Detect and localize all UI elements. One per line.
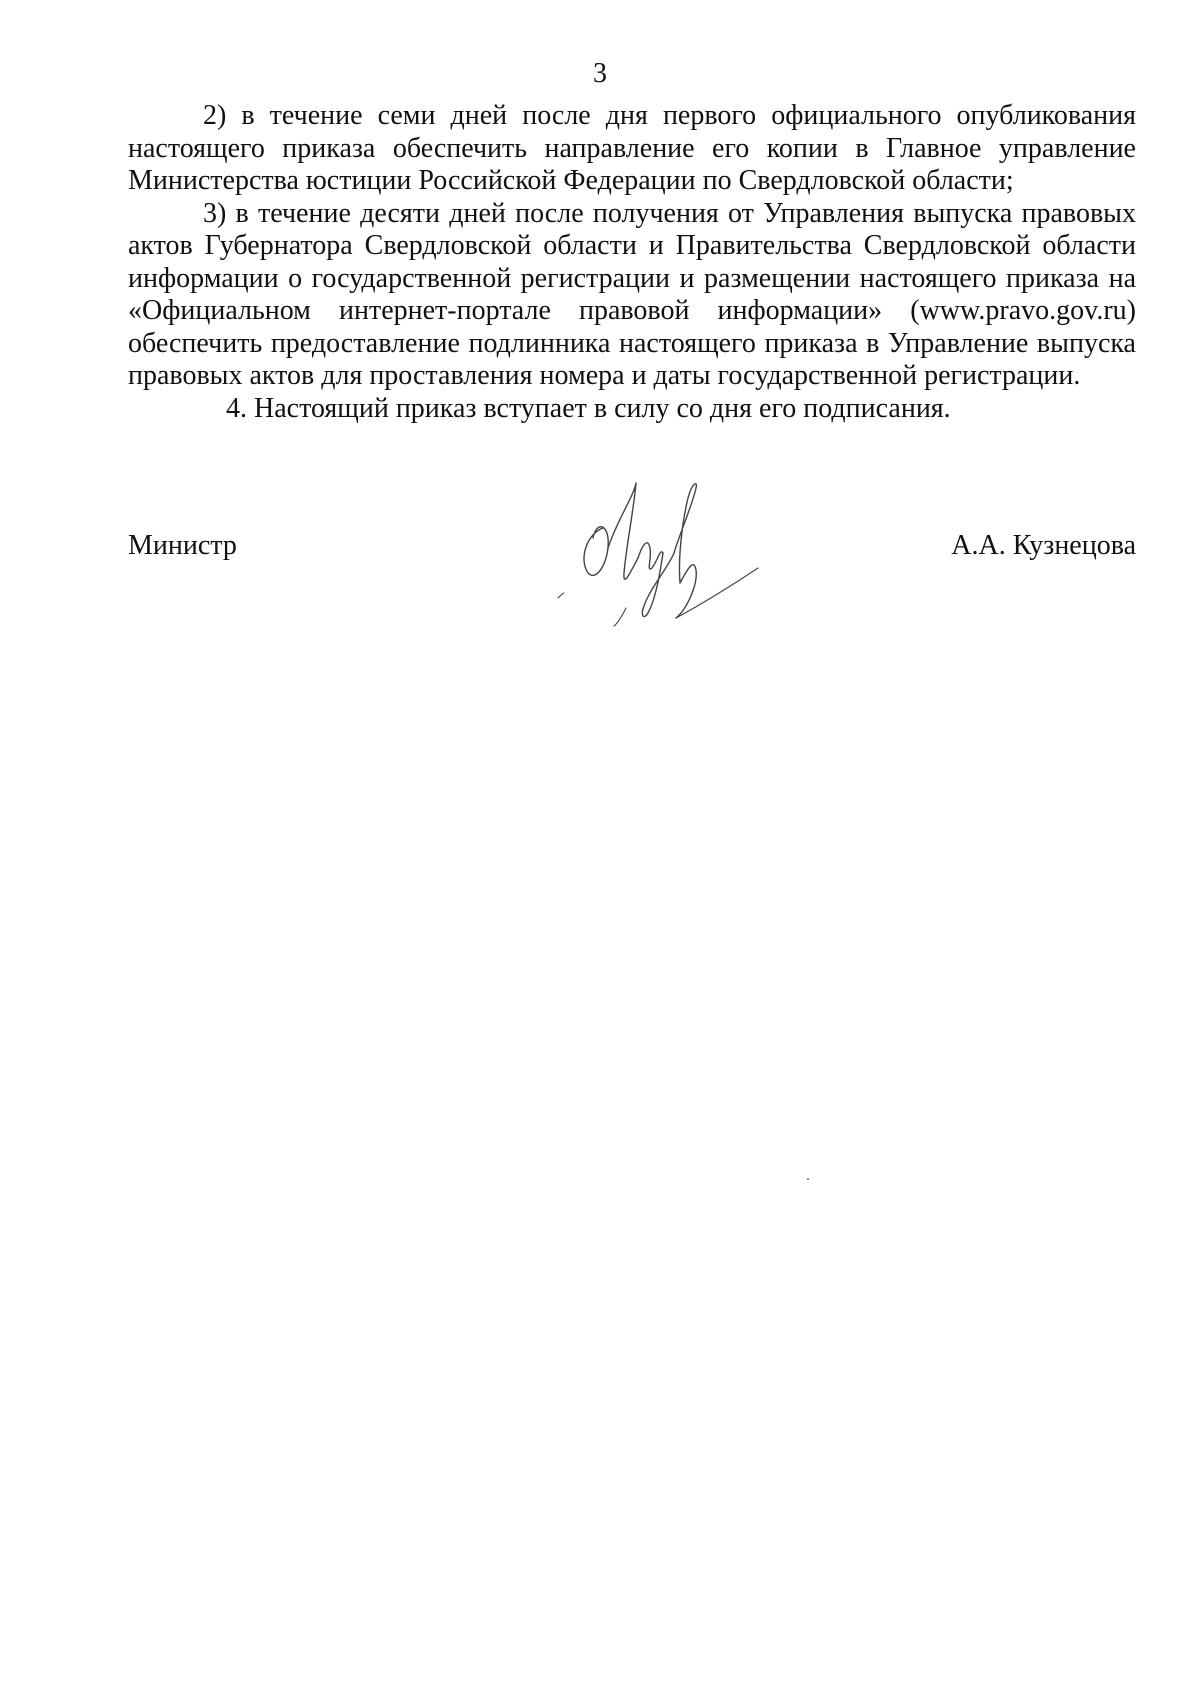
paragraph-item-3: 3) в течение десяти дней после получения от Управления выпуска правовых актов Губернатора Свердловской области и Правительства Свердловской области информации о государственной регистрации и размещении настоящего приказа на «Официальном интернет-портале правовой информации» (www.pravo.gov.ru) обеспечить предоставление подлинника настоящего приказа в Управление выпуска правовых актов для проставления номера и даты государственной регистрации.: [128, 197, 1136, 391]
paragraph-item-2: 2) в течение семи дней после дня первого официального опубликования настоящего приказа обеспечить направление его копии в Главное управление Министерства юстиции Российской Федерации по Свердловской области;: [128, 100, 1136, 196]
document-body: [128, 100, 1136, 425]
paragraph-item-4: 4. Настоящий приказ вступает в силу со дня его подписания.: [226, 392, 951, 424]
signature-block: [128, 530, 1136, 650]
handwritten-signature: [548, 478, 778, 628]
signatory-title: Министр: [128, 530, 237, 561]
page-number: 3: [593, 58, 607, 89]
signatory-name: А.А. Кузнецова: [951, 530, 1136, 561]
scan-speck: [807, 1178, 809, 1180]
